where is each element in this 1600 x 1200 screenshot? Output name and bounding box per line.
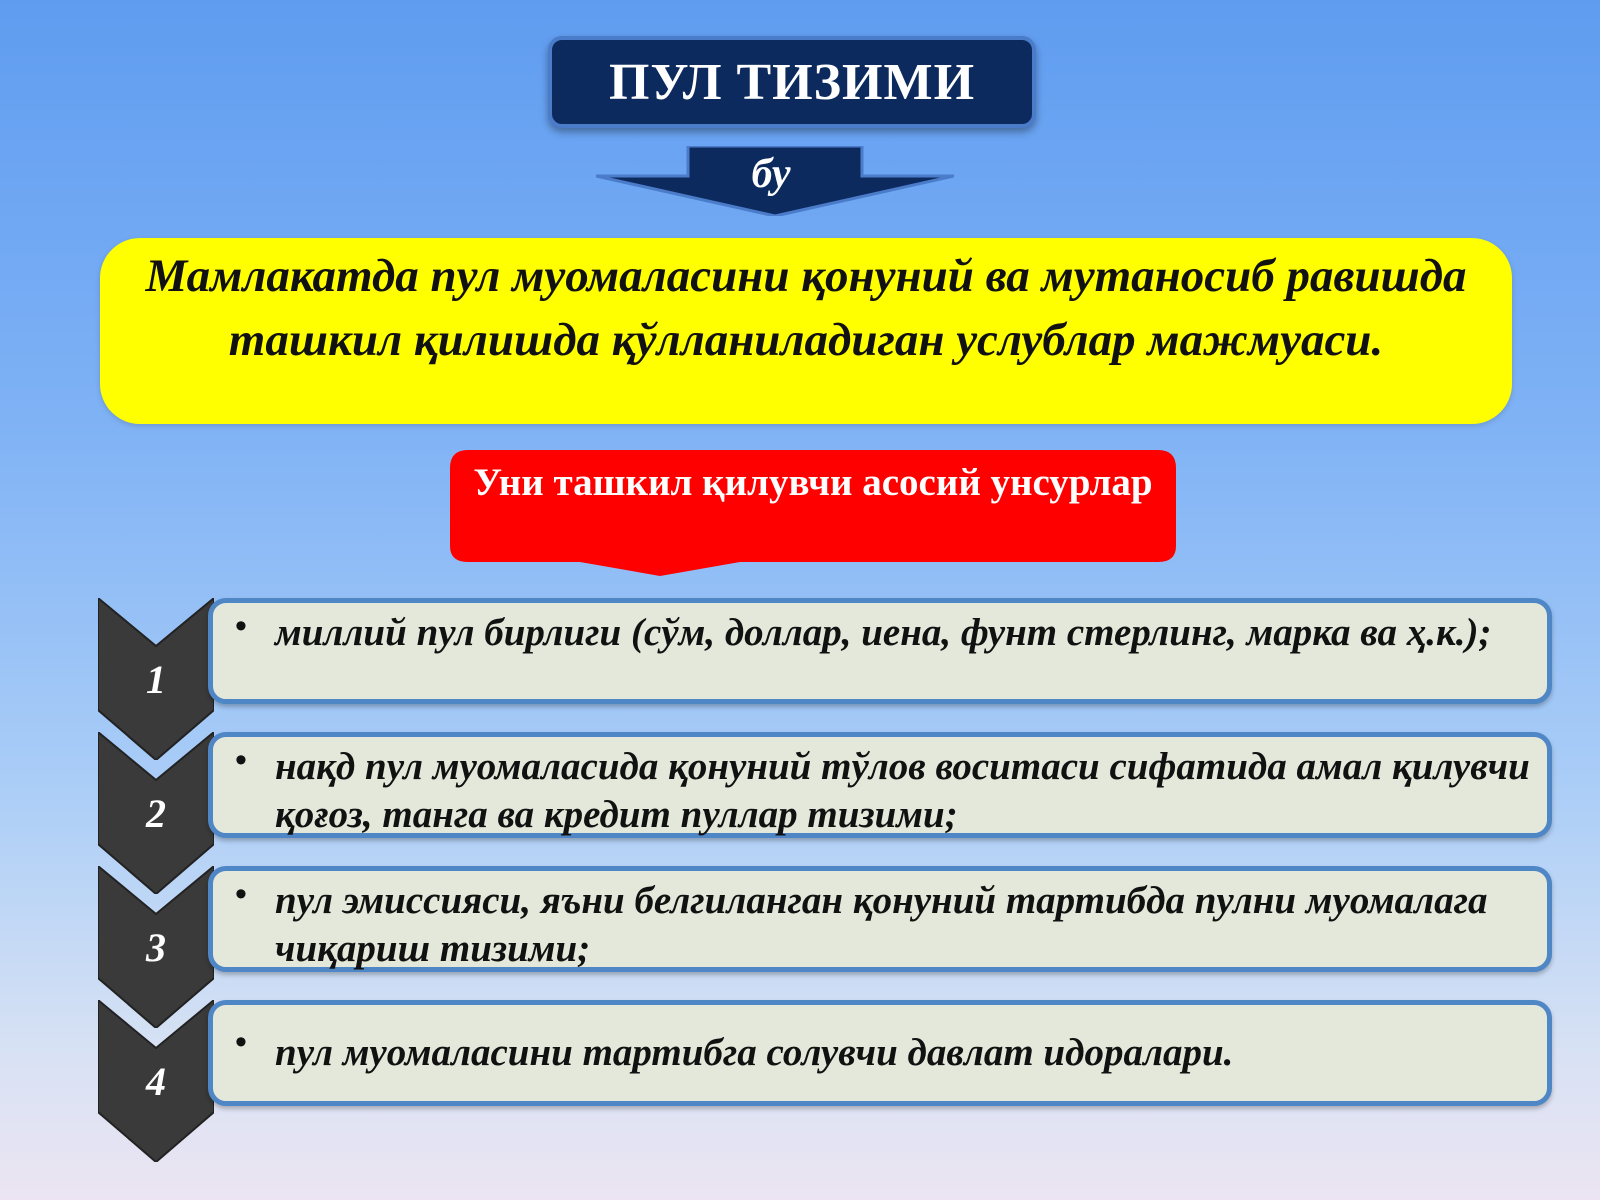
connector-label: бу xyxy=(751,151,791,197)
title-box xyxy=(548,36,1036,128)
list-item xyxy=(208,732,1552,838)
item-number: 4 xyxy=(146,1059,166,1104)
definition-box xyxy=(100,238,1512,424)
list-item xyxy=(208,866,1552,972)
definition-text: Мамлакатда пул муомаласини қонуний ва мутаносиб равишда ташкил қилишда қўлланиладиган услублар мажмуаси. xyxy=(145,250,1467,366)
list-item xyxy=(208,598,1552,704)
elements-heading: Уни ташкил қилувчи асосий унсурлар xyxy=(473,461,1153,504)
page-title: ПУЛ ТИЗИМИ xyxy=(608,53,976,111)
bullet-icon: • xyxy=(235,1023,247,1061)
list-item xyxy=(208,1000,1552,1106)
bullet-icon: • xyxy=(235,741,247,779)
item-text: пул эмиссияси, яъни белгиланган қонуний тартибда пулни муомалага чиқариш тизими; xyxy=(275,879,1488,970)
bullet-icon: • xyxy=(235,607,247,645)
item-number: 2 xyxy=(146,791,166,836)
item-text: нақд пул муомаласида қонуний тўлов воситаси сифатида амал қилувчи қоғоз, танга ва кредит пуллар тизими; xyxy=(275,745,1530,836)
item-number: 1 xyxy=(146,657,166,702)
item-number: 3 xyxy=(146,925,166,970)
item-text: миллий пул бирлиги (сўм, доллар, иена, фунт стерлинг, марка ва ҳ.к.); xyxy=(275,611,1492,654)
item-text: пул муомаласини тартибга солувчи давлат идоралари. xyxy=(275,1031,1234,1074)
bullet-icon: • xyxy=(235,875,247,913)
